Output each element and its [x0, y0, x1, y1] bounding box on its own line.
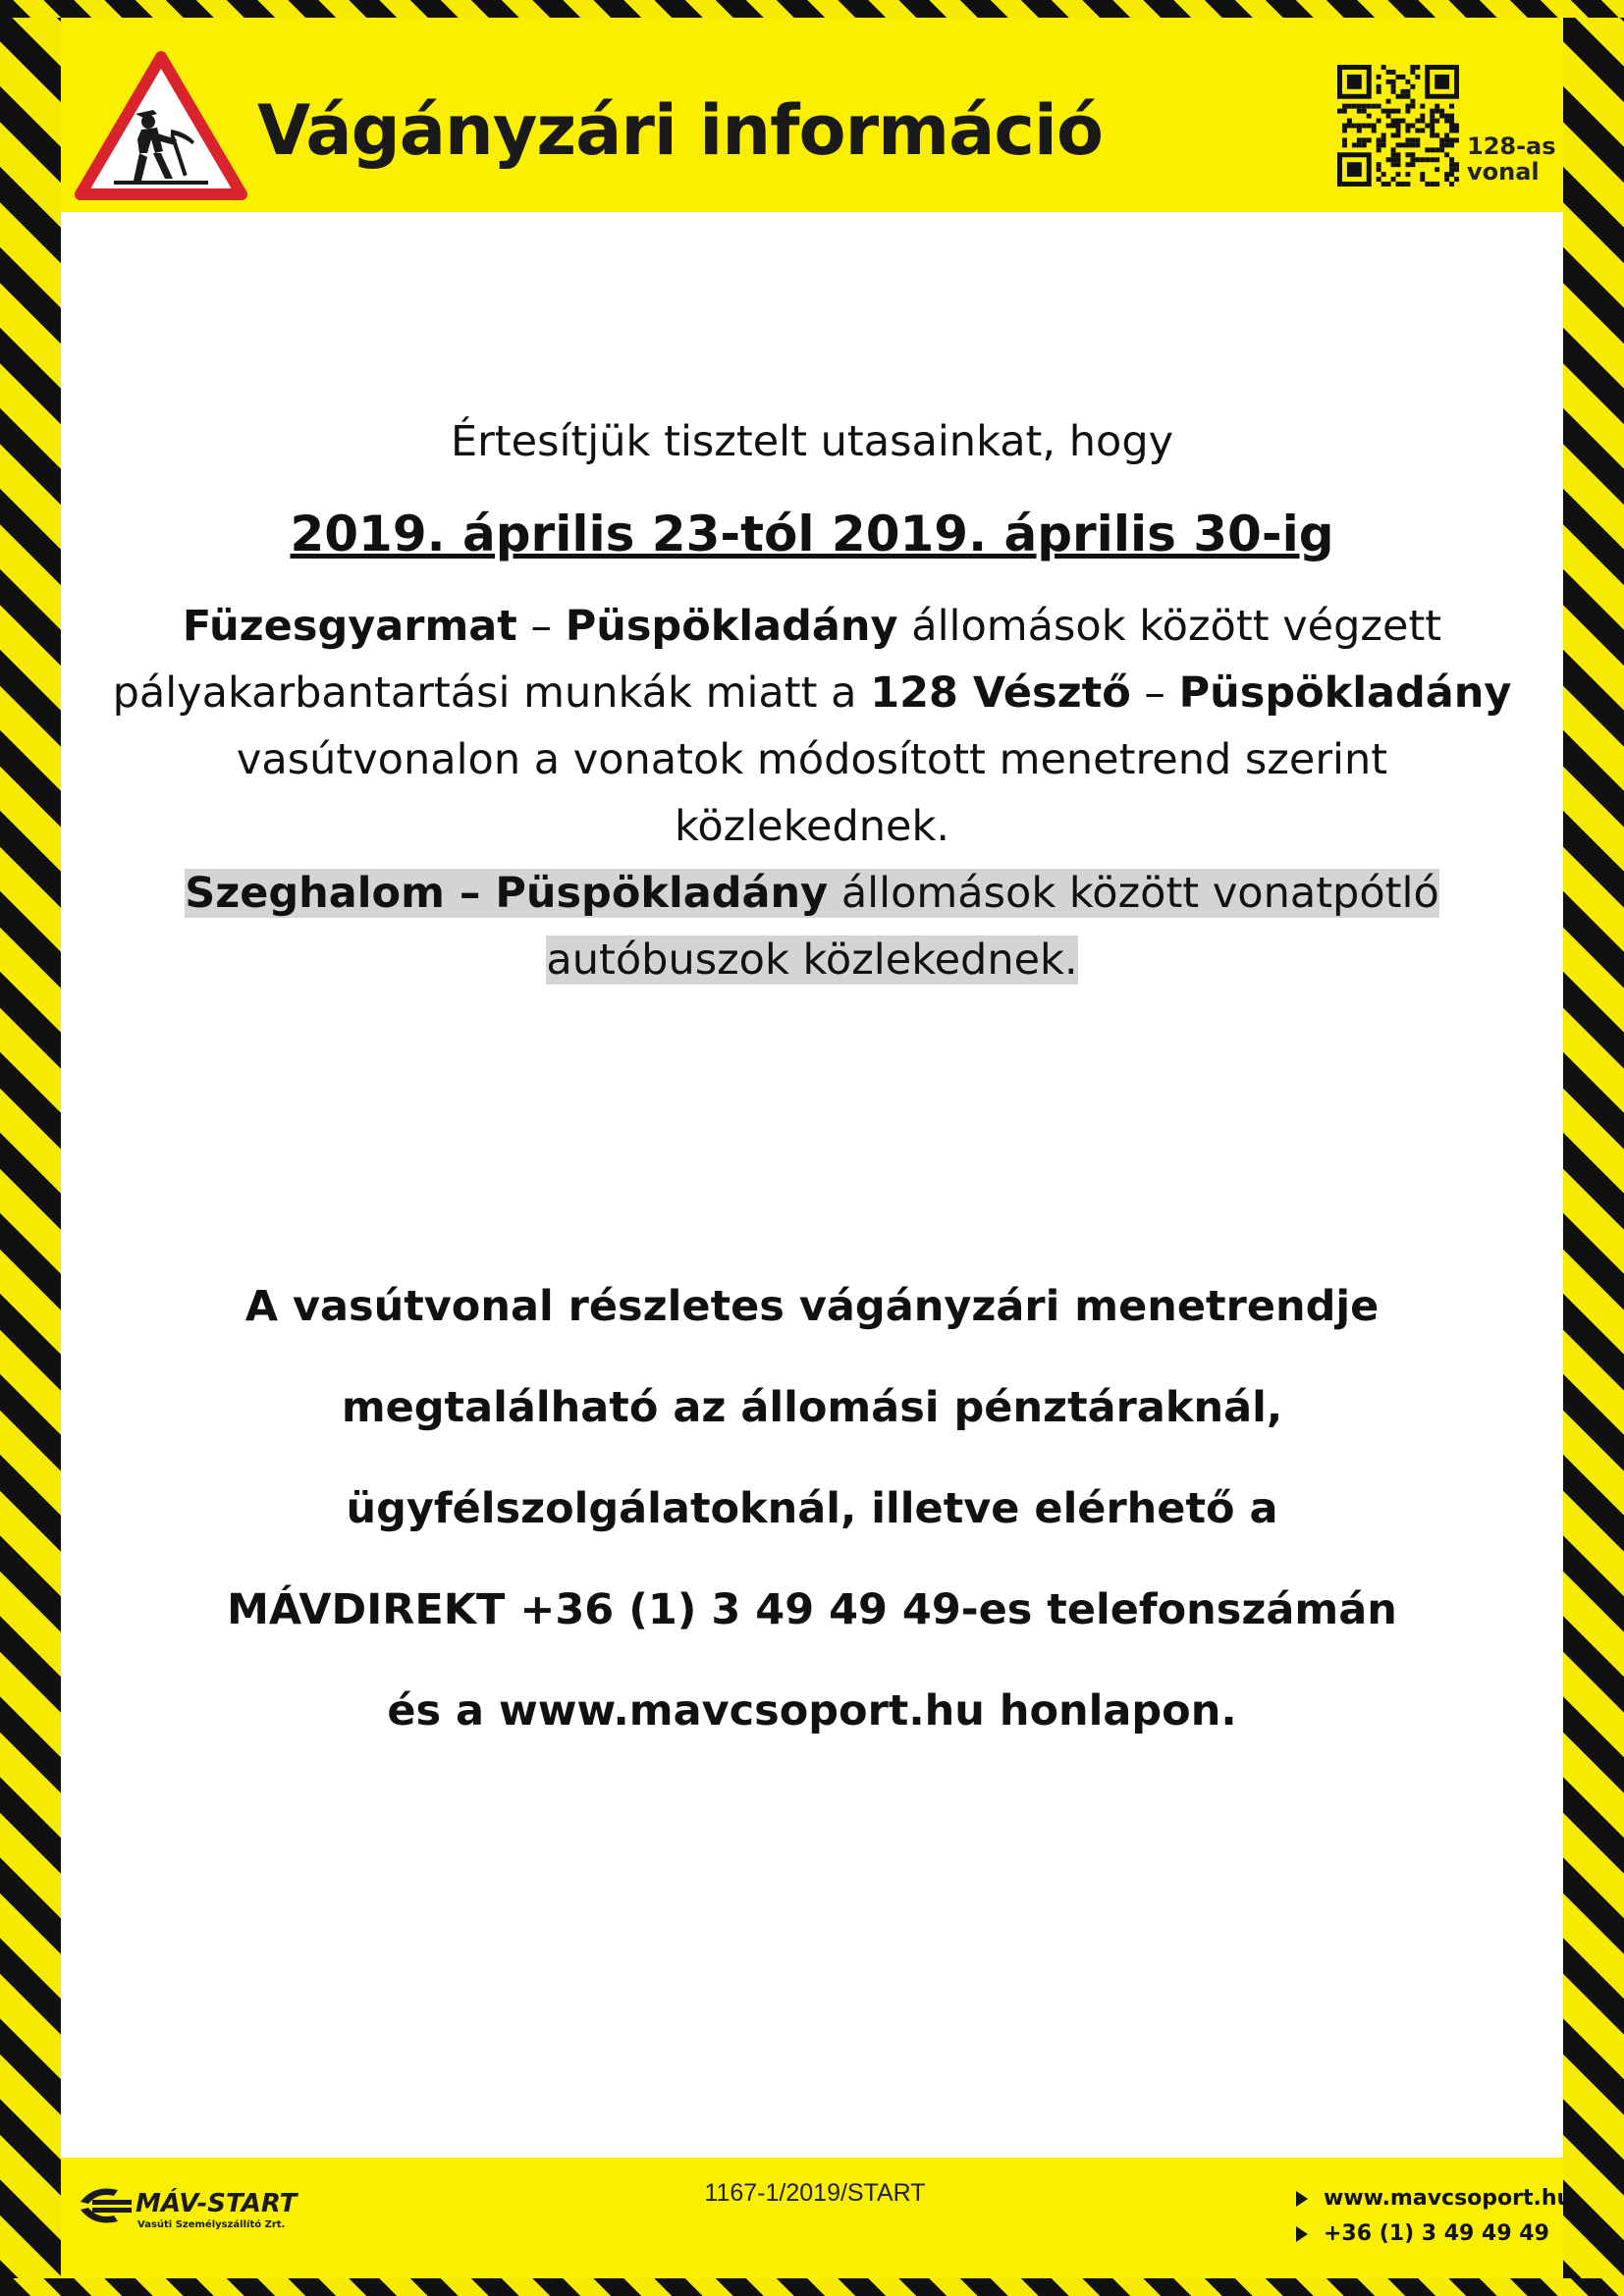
contact-info [108, 1256, 1516, 1762]
content-area [61, 212, 1563, 2158]
line-name: 128 Vésztő [870, 668, 1131, 718]
closure-dates: 2019. április 23-tól 2019. április 30-ig [290, 506, 1334, 562]
footer-phone-row[interactable] [1296, 2216, 1572, 2252]
closure-text: állomások között végzett pályakarbantartási munkák miatt a [112, 602, 1442, 718]
hazard-stripe-bottom [0, 2278, 1624, 2296]
bus-replacement [108, 860, 1516, 993]
line-tag-word: vonal [1467, 158, 1540, 186]
intro-text: Értesítjük tisztelt utasainkat, hogy [450, 417, 1174, 466]
footer-website[interactable]: www.mavcsoport.hu [1324, 2186, 1573, 2211]
arrow-right-icon [1296, 2226, 1308, 2242]
separator: – [1130, 668, 1179, 718]
footer-website-row[interactable] [1296, 2181, 1572, 2216]
line-number-tag [1467, 133, 1556, 185]
bus-text-end: autóbuszok közlekednek. [546, 935, 1078, 985]
hazard-stripe-right [1563, 0, 1624, 2296]
contact-line: MÁVDIREKT +36 (1) 3 49 49 49-es telefonszámán [227, 1585, 1397, 1634]
line-tag-number: 128-as [1467, 133, 1556, 160]
hazard-stripe-left [0, 0, 61, 2296]
warning-worker-icon [75, 49, 247, 202]
line-end: Püspökladány [1178, 668, 1512, 718]
closure-paragraph [108, 593, 1516, 860]
bus-stations: Szeghalom – Püspökladány [185, 869, 829, 918]
mav-start-logo [75, 2176, 330, 2235]
separator: – [516, 602, 566, 651]
hazard-stripe-top [0, 0, 1624, 18]
reference-number: 1167-1/2019/START [704, 2179, 926, 2207]
contact-line: és a www.mavcsoport.hu honlapon. [387, 1686, 1237, 1735]
contact-line: A vasútvonal részletes vágányzári menetrendje [244, 1282, 1380, 1331]
logo-subtext: Vasúti Személyszállító Zrt. [137, 2219, 286, 2230]
qr-code-icon[interactable] [1337, 65, 1459, 187]
footer-contact [1296, 2181, 1572, 2252]
bus-text: állomások között vonatpótló [828, 869, 1439, 918]
page-title: Vágányzári információ [257, 90, 1103, 171]
contact-line: ügyfélszolgálatoknál, illetve elérhető a [346, 1484, 1278, 1533]
station-from: Füzesgyarmat [182, 602, 517, 651]
closure-text-end: vasútvonalon a vonatok módosított menetrend szerint közlekednek. [236, 735, 1388, 851]
arrow-right-icon [1296, 2191, 1308, 2207]
station-to: Püspökladány [565, 602, 898, 651]
closure-details [108, 593, 1516, 993]
footer-phone[interactable]: +36 (1) 3 49 49 49 [1324, 2221, 1549, 2246]
logo-text: MÁV-START [135, 2189, 298, 2218]
contact-line: megtalálható az állomási pénztáraknál, [341, 1383, 1283, 1432]
